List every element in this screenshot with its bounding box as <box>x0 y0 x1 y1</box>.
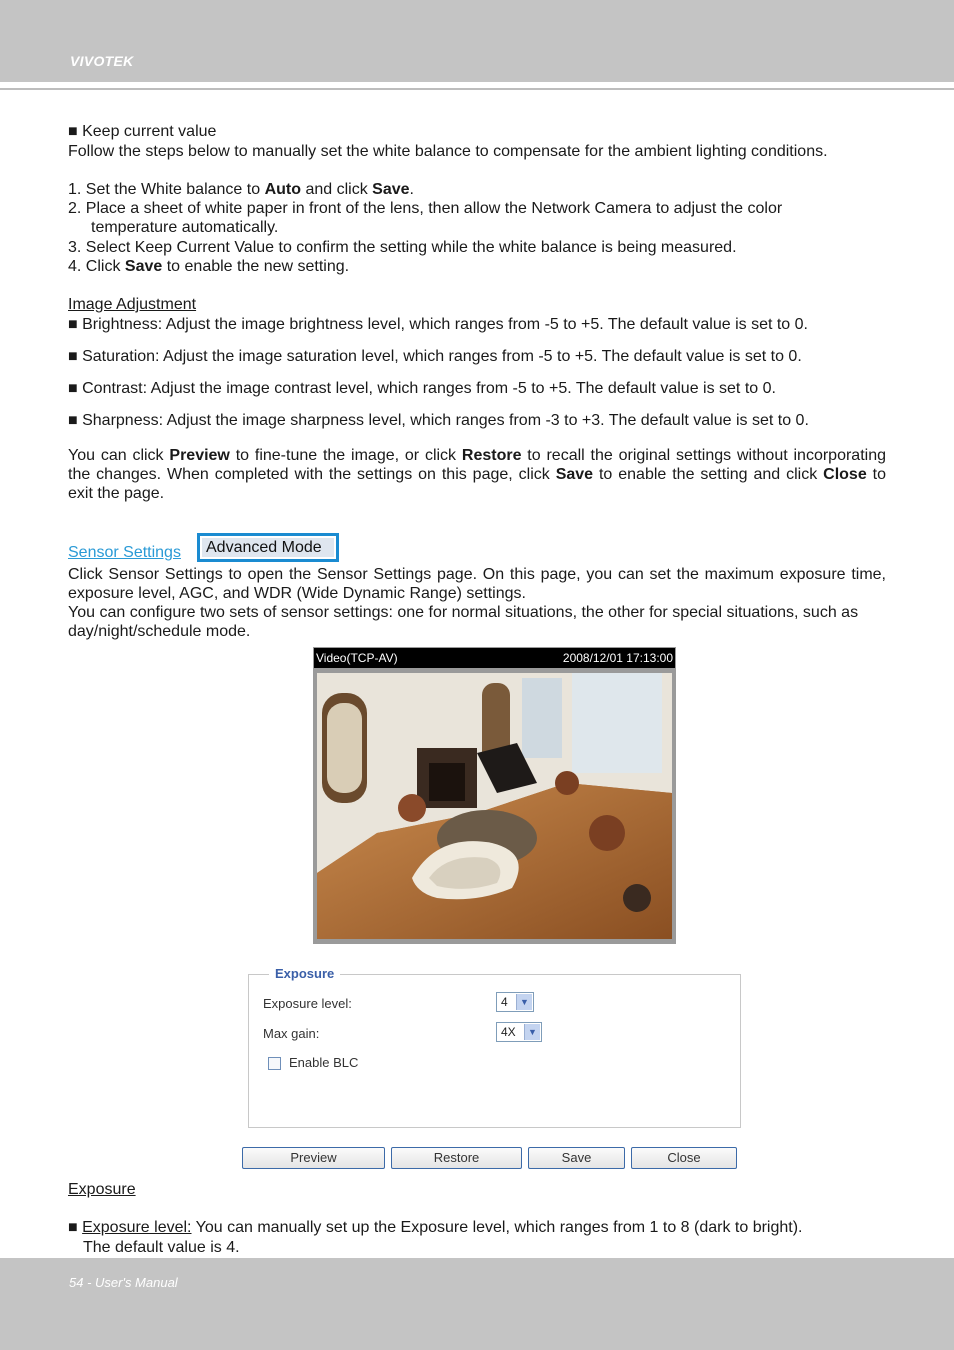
video-title-bar <box>314 648 675 668</box>
image-adjustment-heading: Image Adjustment <box>68 296 197 313</box>
page-footer <box>0 1258 954 1350</box>
sensor-sets-description: You can configure two sets of sensor settings: one for normal situations, the other for special situations, such as day/night/schedule mode. <box>68 604 859 640</box>
enable-blc-checkbox[interactable] <box>268 1057 281 1070</box>
chevron-down-icon: ▼ <box>516 994 532 1010</box>
exposure-level-value: 4 <box>501 995 508 1009</box>
step-2-line2: temperature automatically. <box>91 219 279 236</box>
exposure-legend: Exposure <box>269 966 340 981</box>
step-4: 4. Click Save to enable the new setting. <box>68 258 350 275</box>
chevron-down-icon: ▼ <box>524 1024 540 1040</box>
exposure-heading: Exposure <box>68 1181 136 1198</box>
saturation-text: ■ Saturation: Adjust the image saturation level, which ranges from -5 to +5. The default value is set to 0. <box>68 348 802 365</box>
contrast-text: ■ Contrast: Adjust the image contrast level, which ranges from -5 to +5. The default value is set to 0. <box>68 380 776 397</box>
step-1: 1. Set the White balance to Auto and click Save. <box>68 181 414 198</box>
exposure-level-description: ■ Exposure level: You can manually set up the Exposure level, which ranges from 1 to 8 (dark to bright). <box>68 1219 803 1236</box>
exposure-default-text: The default value is 4. <box>83 1239 240 1256</box>
close-button[interactable]: Close <box>631 1147 737 1169</box>
brand-label: VIVOTEK <box>70 53 134 69</box>
sharpness-text: ■ Sharpness: Adjust the image sharpness level, which ranges from -3 to +3. The default value is set to 0. <box>68 412 809 429</box>
save-button[interactable]: Save <box>528 1147 625 1169</box>
follow-steps-text: Follow the steps below to manually set the white balance to compensate for the ambient lighting conditions. <box>68 143 828 160</box>
exposure-level-label: Exposure level: <box>263 996 352 1011</box>
max-gain-select[interactable] <box>496 1022 542 1042</box>
header-rule <box>0 88 954 90</box>
advanced-mode-label: Advanced Mode <box>202 538 334 557</box>
step-3: 3. Select Keep Current Value to confirm the setting while the white balance is being measured. <box>68 239 737 256</box>
keep-current-value: ■ Keep current value <box>68 123 217 140</box>
sensor-description: Click Sensor Settings to open the Sensor Settings page. On this page, you can set the maximum exposure time, exposure level, AGC, and WDR (Wide Dynamic Range) settings. <box>68 566 886 602</box>
sensor-settings-link[interactable]: Sensor Settings <box>68 544 181 561</box>
video-timestamp: 2008/12/01 17:13:00 <box>562 651 673 665</box>
stream-label: Video(TCP-AV) <box>316 651 398 665</box>
page-number: 54 - User's Manual <box>69 1275 178 1290</box>
camera-room-image <box>317 673 672 939</box>
video-preview <box>313 647 676 944</box>
step-2-line1: 2. Place a sheet of white paper in front of the lens, then allow the Network Camera to adjust the color <box>68 200 783 217</box>
brightness-text: ■ Brightness: Adjust the image brightness level, which ranges from -5 to +5. The default value is set to 0. <box>68 316 808 333</box>
enable-blc-label: Enable BLC <box>289 1055 359 1070</box>
preview-button[interactable]: Preview <box>242 1147 385 1169</box>
max-gain-label: Max gain: <box>263 1026 320 1041</box>
preview-paragraph: You can click Preview to fine-tune the image, or click Restore to recall the original settings without incorporating the changes. When completed with the settings on this page, click Save to enable the setting and click Close to exit the page. <box>68 447 887 502</box>
exposure-level-select[interactable] <box>496 992 534 1012</box>
advanced-mode-badge <box>197 533 339 562</box>
max-gain-value: 4X <box>501 1025 516 1039</box>
restore-button[interactable]: Restore <box>391 1147 522 1169</box>
page-header <box>0 0 954 82</box>
